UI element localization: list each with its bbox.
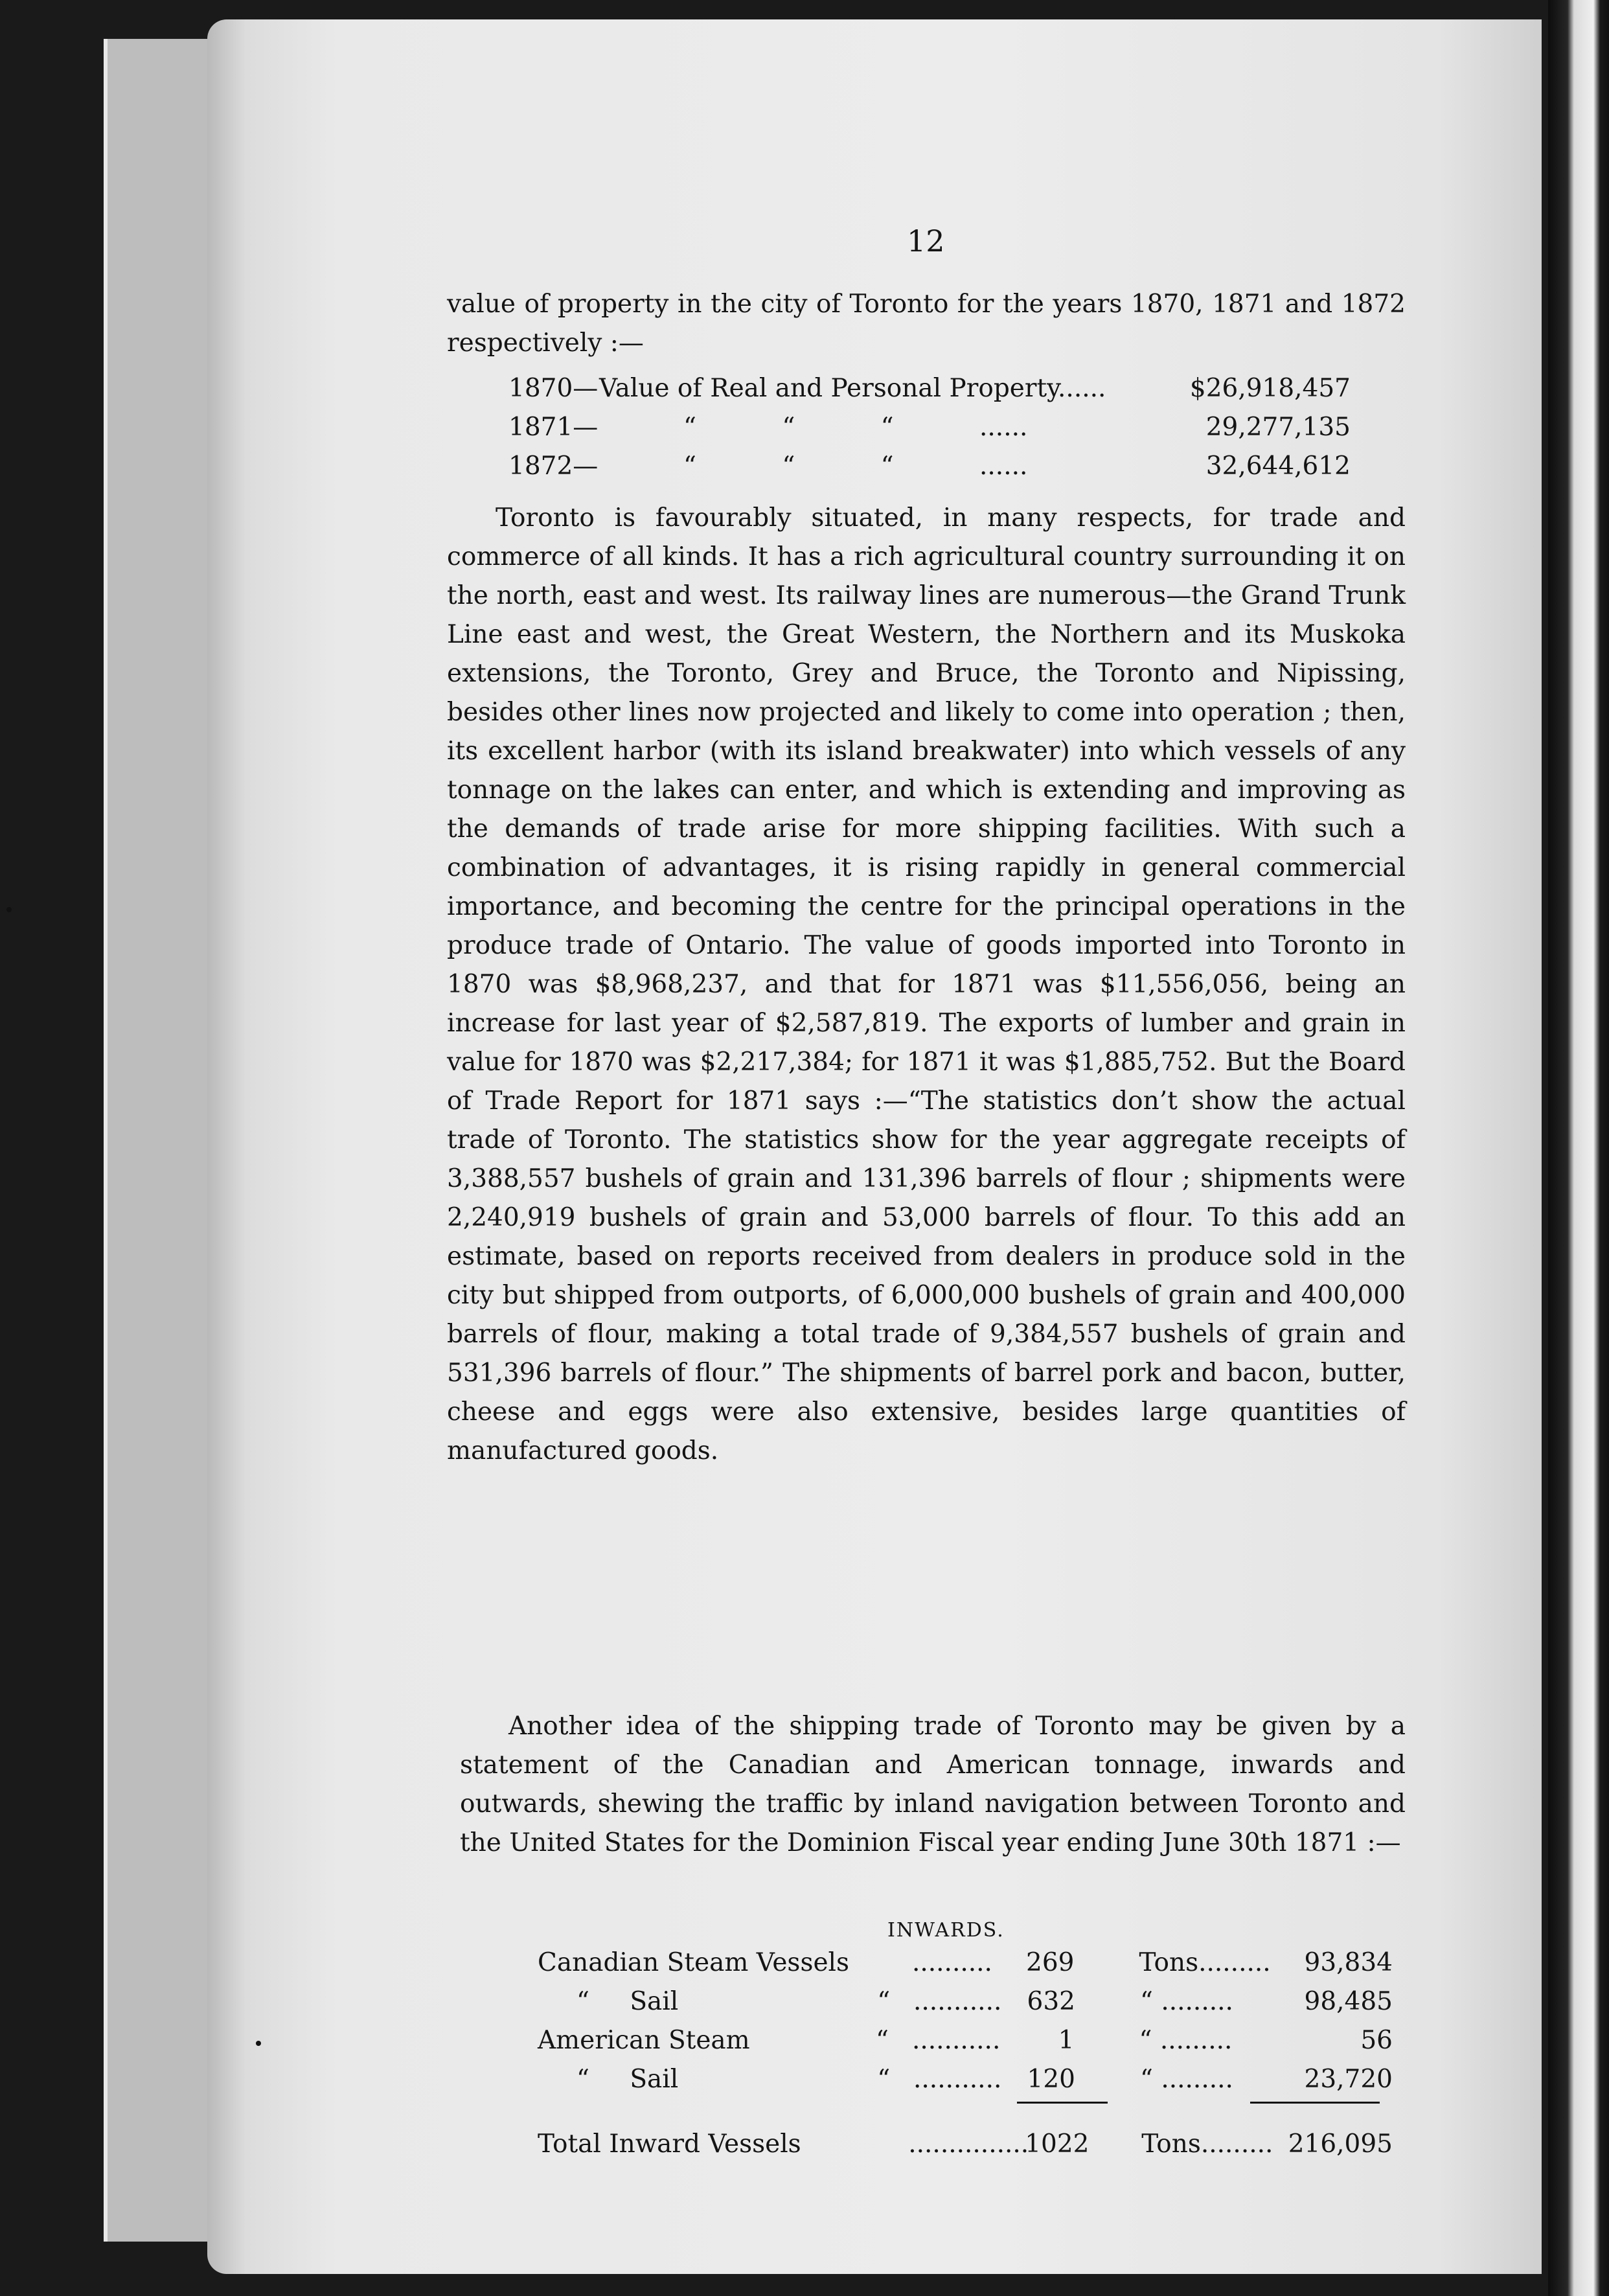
table-row	[538, 2021, 1393, 2060]
value-label: “ “ “ ......	[683, 452, 1028, 481]
scan-speck	[256, 2041, 261, 2046]
ditto-mark: “	[877, 2065, 891, 2094]
tons-label: “ .........	[1140, 1987, 1233, 2016]
value-label: Value of Real and Personal Property......	[599, 374, 1106, 403]
table-row	[538, 1982, 1393, 2021]
tonnage: 98,485	[1304, 1987, 1393, 2016]
scan-speck	[6, 907, 12, 912]
vessel-type: Canadian Steam Vessels	[538, 1948, 850, 1977]
total-rule	[1250, 2102, 1380, 2104]
value-year: 1872—	[508, 452, 599, 481]
leader-dots: ...........	[913, 1987, 1002, 2016]
value-amount: 32,644,612	[1205, 452, 1351, 481]
property-value-row	[508, 369, 1351, 408]
vessel-count: 120	[1027, 2065, 1075, 2094]
total-row	[538, 2125, 1393, 2164]
table-row	[538, 2060, 1393, 2099]
value-amount: 29,277,135	[1205, 413, 1351, 442]
value-year: 1871—	[508, 413, 599, 442]
vessel-count: 632	[1027, 1987, 1075, 2016]
intro-text: value of property in the city of Toronto for the years 1870, 1871 and 1872 respectively :—	[447, 290, 1406, 358]
tonnage: 93,834	[1304, 1948, 1393, 1977]
tons-label: “ .........	[1139, 2026, 1233, 2055]
total-rule	[1017, 2102, 1108, 2104]
leader-dots: ...............	[908, 2130, 1029, 2159]
tons-label: Tons.........	[1139, 1948, 1271, 1977]
value-year: 1870—	[508, 374, 599, 403]
vessel-count: 1	[1058, 2026, 1075, 2055]
ditto-mark: “	[876, 2026, 889, 2055]
tonnage: 23,720	[1304, 2065, 1393, 2094]
body-paragraph: Another idea of the shipping trade of Toronto may be given by a statement of the Canadian and American tonnage, inwards and outwards, shewing the traffic by inland navigation between Toronto and the United States for the Dominion Fiscal year ending June 30th 1871 :—	[460, 1712, 1406, 1857]
vessel-count: 269	[1026, 1948, 1075, 1977]
book-binding-edge	[1548, 0, 1609, 2296]
property-value-row	[508, 447, 1351, 486]
vessel-type: American Steam	[538, 2026, 750, 2055]
body-paragraph: Toronto is favourably situated, in many respects, for trade and commerce of all kinds. It has a rich agricultural country surrounding it on the north, east and west. Its railway lines are numerous—the Grand Trunk Line east and west, the Great Western, the Northern and its Muskoka extensions, the Toronto, Grey and Bruce, the Toronto and Nipissing, besides other lines now projected and likely to come into operation ; then, its excellent harbor (with its island breakwater) into which vessels of any tonnage on the lakes can enter, and which is extending and improving as the demands of trade arise for more shipping facilities. With such a combination of advantages, it is rising rapidly in general commercial importance, and becoming the centre for the principal operations in the produce trade of Ontario. The value of goods imported into Toronto in 1870 was $8,968,237, and that for 1871 was $11,556,056, being an increase for last year of $2,587,819. The exports of lumber and grain in value for 1870 was $2,217,384; for 1871 it was $1,885,752. But the Board of Trade Report for 1871 says :—“The statistics don’t show the actual trade of Toronto. The statistics show for the year aggregate receipts of 3,388,557 bushels of grain and 131,396 barrels of flour ; shipments were 2,240,919 bushels of grain and 53,000 barrels of flour. To this add an estimate, based on reports received from dealers in produce sold in the city but shipped from outports, of 6,000,000 bushels of grain and 400,000 barrels of flour, making a total trade of 9,384,557 bushels of grain and 531,396 barrels of flour.” The shipments of barrel pork and bacon, butter, cheese and eggs were also extensive, besides large quantities of manufactured goods.	[447, 503, 1406, 1465]
property-value-row	[508, 408, 1351, 447]
tonnage: 56	[1360, 2026, 1393, 2055]
tons-label: “ .........	[1140, 2065, 1233, 2094]
table-title: INWARDS.	[887, 1919, 1005, 1942]
total-vessels: 1022	[1025, 2130, 1090, 2159]
vessel-type: “ Sail	[576, 2065, 679, 2094]
table-row	[538, 1944, 1393, 1982]
leader-dots: ..........	[911, 1948, 992, 1977]
leader-dots: ...........	[913, 2065, 1002, 2094]
value-amount: $26,918,457	[1189, 374, 1351, 403]
inwards-table	[538, 1944, 1393, 2164]
vessel-type: “ Sail	[576, 1987, 679, 2016]
total-rule-row	[538, 2099, 1393, 2112]
value-label: “ “ “ ......	[683, 413, 1028, 442]
page-number: 12	[907, 224, 945, 258]
total-label: Total Inward Vessels	[538, 2130, 801, 2159]
ditto-mark: “	[877, 1987, 891, 2016]
tons-label: Tons.........	[1141, 2130, 1273, 2159]
leader-dots: ...........	[911, 2026, 1001, 2055]
property-values-list	[508, 369, 1351, 486]
total-tonnage: 216,095	[1288, 2130, 1393, 2159]
